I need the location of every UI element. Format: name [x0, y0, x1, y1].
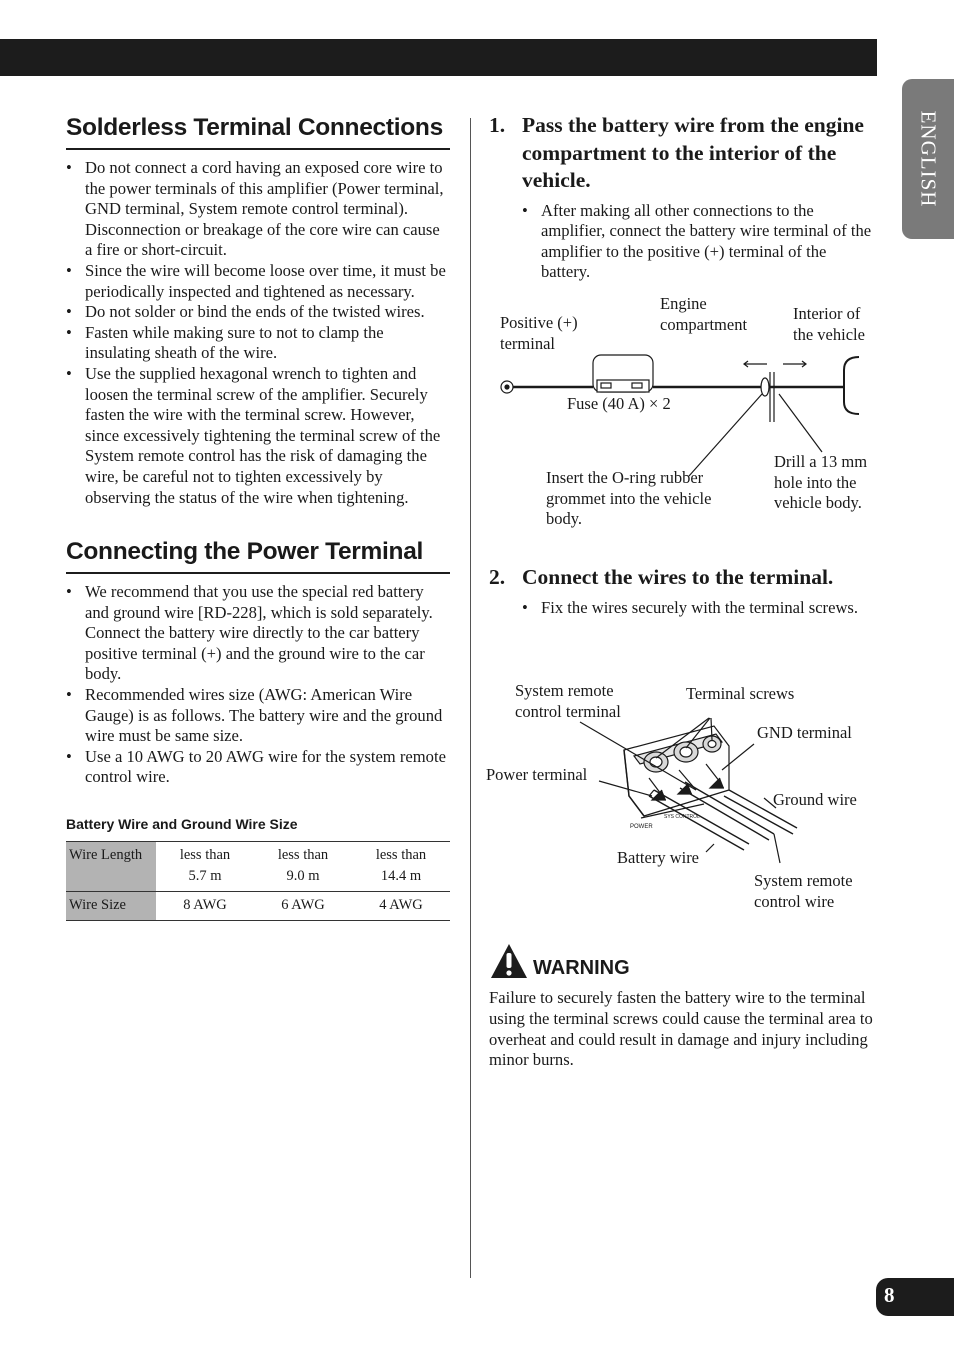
positive-terminal-label — [500, 313, 578, 354]
power-bullets — [66, 582, 450, 788]
power-marking: POWER — [630, 824, 653, 830]
cell-line: 14.4 m — [380, 868, 422, 885]
table-row — [66, 892, 450, 921]
list-item: • Do not solder or bind the ends of the twisted wires. — [66, 302, 450, 323]
power-terminal-label: Power terminal — [486, 765, 588, 784]
label-line: grommet into the vehicle — [546, 488, 712, 508]
label-line: Interior of — [793, 304, 861, 323]
list-item: • Recommended wires size (AWG: American Wire Gauge) is as follows. The battery wire and the ground wire must be same size. — [66, 685, 450, 747]
list-item: • Fasten while making sure to not to clamp the insulating sheath of the wire. — [66, 323, 450, 364]
list-item: • We recommend that you use the special red battery and ground wire [RD-228], which is sold separately. Connect the battery wire directly to the car battery positive terminal (+) and the ground wire to the car body. — [66, 582, 450, 685]
drill-hole-label — [774, 452, 867, 514]
grommet-label — [546, 468, 711, 530]
table-cell — [254, 842, 352, 892]
language-tab — [902, 79, 954, 239]
label-line: Engine — [660, 294, 707, 313]
column-divider — [470, 118, 471, 1278]
cell-line: less than — [277, 847, 329, 864]
table-cell: 4 AWG — [352, 892, 450, 921]
label-line: hole into the — [774, 472, 857, 492]
cell-line: less than — [375, 847, 427, 864]
language-label: ENGLISH — [916, 110, 941, 208]
label-line: vehicle body. — [774, 493, 862, 512]
step-title: Pass the battery wire from the engine compartment to the interior of the vehicle. — [522, 113, 864, 192]
step-2 — [489, 564, 879, 618]
label-line: Positive (+) — [500, 313, 578, 332]
label-line: compartment — [660, 314, 748, 334]
table-cell — [352, 842, 450, 892]
step-number: 1. — [489, 113, 506, 137]
step-2-bullets — [522, 598, 879, 619]
list-item: • Use the supplied hexagonal wrench to tighten and loosen the terminal screw of the amplifier. Securely fasten the wire with the terminal screw. However, since excessively tightening the terminal screw of the System remote control has the risk of damaging the wire, be careful not to tighten excessively by observing the status of the wire when tightening. — [66, 364, 450, 508]
system-remote-terminal-label — [515, 681, 621, 722]
terminal-connection-diagram — [484, 678, 884, 918]
system-remote-wire-label — [754, 871, 853, 912]
label-line: System remote — [754, 871, 853, 890]
section-title-solderless: Solderless Terminal Connections — [66, 112, 450, 150]
step-title: Connect the wires to the terminal. — [522, 565, 834, 589]
table-cell: 8 AWG — [156, 892, 254, 921]
section-title-power: Connecting the Power Terminal — [66, 536, 450, 574]
solderless-bullets — [66, 158, 450, 508]
label-line: Insert the O-ring rubber — [546, 468, 704, 487]
warning-heading — [489, 942, 630, 980]
gnd-terminal-label: GND terminal — [757, 723, 852, 742]
right-column — [489, 112, 879, 283]
header-bar — [0, 39, 877, 76]
sys-control-marking: SYS CONTROL — [664, 814, 700, 820]
step-1-heading — [489, 112, 879, 195]
label-line: Drill a 13 mm — [774, 452, 868, 471]
list-item: • Fix the wires securely with the terminal screws. — [522, 598, 879, 619]
battery-wire-routing-diagram — [489, 290, 889, 540]
label-line: terminal — [500, 333, 555, 353]
interior-label — [793, 304, 865, 345]
label-line: body. — [546, 509, 583, 528]
list-item: • Use a 10 AWG to 20 AWG wire for the system remote control wire. — [66, 747, 450, 788]
battery-wire-label: Battery wire — [617, 848, 700, 867]
label-line: control wire — [754, 891, 835, 911]
table-row — [66, 842, 450, 892]
step-1-bullets — [522, 201, 879, 283]
table-cell: 6 AWG — [254, 892, 352, 921]
left-column — [66, 112, 450, 921]
row-header: Wire Length — [66, 842, 156, 892]
row-header: Wire Size — [66, 892, 156, 921]
label-line: the vehicle — [793, 324, 865, 344]
step-2-heading — [489, 564, 879, 592]
cell-line: 5.7 m — [188, 868, 222, 885]
step-number: 2. — [489, 565, 506, 589]
terminal-screws-label: Terminal screws — [686, 684, 795, 703]
cell-line: 9.0 m — [286, 868, 320, 885]
wire-size-table — [66, 841, 450, 921]
fuse-label: Fuse (40 A) × 2 — [567, 394, 671, 413]
cell-line: less than — [179, 847, 231, 864]
warning-icon — [489, 942, 529, 980]
label-line: control terminal — [515, 701, 621, 721]
page-number: 8 — [884, 1283, 895, 1307]
warning-title: WARNING — [533, 957, 630, 979]
ground-wire-label: Ground wire — [773, 790, 857, 809]
list-item: • Since the wire will become loose over time, it must be periodically inspected and tightened as necessary. — [66, 261, 450, 302]
table-cell — [156, 842, 254, 892]
list-item: • After making all other connections to the amplifier, connect the battery wire terminal of the amplifier to the positive (+) terminal of the battery. — [522, 201, 879, 283]
engine-compartment-label — [660, 294, 747, 335]
warning-text: Failure to securely fasten the battery wire to the terminal using the terminal screws could cause the terminal area to overheat and could result in damage and injury including minor burns. — [489, 988, 873, 1070]
list-item: • Do not connect a cord having an exposed core wire to the power terminals of this amplifier (Power terminal, GND terminal, System remote control terminal). Disconnection or breakage of the core wire can cause a fire or short-circuit. — [66, 158, 450, 261]
page-number-badge — [876, 1278, 954, 1316]
table-title: Battery Wire and Ground Wire Size — [66, 816, 298, 833]
label-line: System remote — [515, 681, 614, 700]
